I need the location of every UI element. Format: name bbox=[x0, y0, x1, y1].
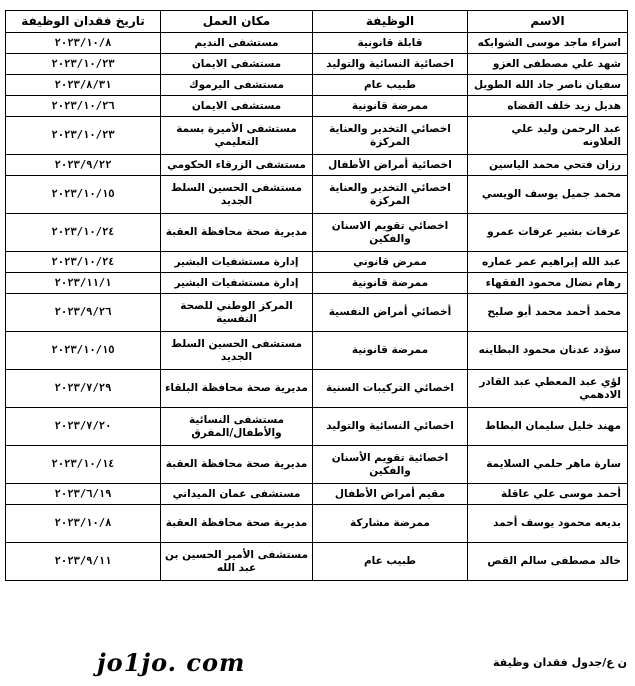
cell-job: طبيب عام bbox=[313, 75, 468, 96]
cell-date: ٢٠٢٣/٩/٢٢ bbox=[6, 155, 161, 176]
header-name: الاسم bbox=[468, 11, 628, 33]
cell-name: خالد مصطفى سالم القص bbox=[468, 543, 628, 581]
table-caption: ن ع/جدول فقدان وظيفة bbox=[493, 656, 627, 669]
cell-date: ٢٠٢٣/٦/١٩ bbox=[6, 484, 161, 505]
cell-place: مستشفى الايمان bbox=[161, 96, 313, 117]
cell-date: ٢٠٢٣/١٠/٢٤ bbox=[6, 214, 161, 252]
cell-date: ٢٠٢٣/١٠/٢٦ bbox=[6, 96, 161, 117]
table-row bbox=[6, 273, 628, 294]
header-row bbox=[6, 11, 628, 33]
table-row bbox=[6, 117, 628, 155]
cell-name: بديعه محمود يوسف أحمد bbox=[468, 505, 628, 543]
job-loss-table bbox=[5, 10, 628, 581]
cell-job: ممرضة مشاركة bbox=[313, 505, 468, 543]
header-job: الوظيفة bbox=[313, 11, 468, 33]
cell-date: ٢٠٢٣/١٠/٢٣ bbox=[6, 54, 161, 75]
job-loss-table-sheet bbox=[5, 10, 627, 581]
cell-job: اخصائي النسائية والتوليد bbox=[313, 408, 468, 446]
table-row bbox=[6, 332, 628, 370]
cell-date: ٢٠٢٣/٧/٢٩ bbox=[6, 370, 161, 408]
cell-job: اخصائية النسائية والتوليد bbox=[313, 54, 468, 75]
table-row bbox=[6, 96, 628, 117]
cell-name: عرفات بشير عرفات عمرو bbox=[468, 214, 628, 252]
watermark-text: jo1jo. com bbox=[97, 648, 246, 677]
cell-job: طبيب عام bbox=[313, 543, 468, 581]
table-row bbox=[6, 446, 628, 484]
cell-place: مستشفى عمان الميداني bbox=[161, 484, 313, 505]
cell-place: مستشفى الأميرة بسمة التعليمي bbox=[161, 117, 313, 155]
table-row bbox=[6, 408, 628, 446]
cell-date: ٢٠٢٣/٨/٣١ bbox=[6, 75, 161, 96]
cell-place: مديرية صحة محافظة البلقاء bbox=[161, 370, 313, 408]
table-row bbox=[6, 370, 628, 408]
cell-job: اخصائي تقويم الاسنان والفكين bbox=[313, 214, 468, 252]
cell-place: مستشفى النسائية والأطفال/المفرق bbox=[161, 408, 313, 446]
cell-job: ممرضة قانونية bbox=[313, 332, 468, 370]
header-date: تاريخ فقدان الوظيفة bbox=[6, 11, 161, 33]
cell-job: مقيم أمراض الأطفال bbox=[313, 484, 468, 505]
table-row bbox=[6, 33, 628, 54]
cell-job: أخصائي أمراض النفسية bbox=[313, 294, 468, 332]
table-row bbox=[6, 505, 628, 543]
table-body bbox=[6, 33, 628, 581]
cell-place: مستشفى الحسين السلط الجديد bbox=[161, 332, 313, 370]
cell-date: ٢٠٢٣/١١/١ bbox=[6, 273, 161, 294]
cell-job: قابلة قانونية bbox=[313, 33, 468, 54]
cell-date: ٢٠٢٣/١٠/١٥ bbox=[6, 176, 161, 214]
table-row bbox=[6, 75, 628, 96]
cell-name: عبد الرحمن وليد علي العلاونه bbox=[468, 117, 628, 155]
cell-name: لؤي عبد المعطي عبد القادر الادهمي bbox=[468, 370, 628, 408]
cell-job: اخصائي التخدير والعناية المركزة bbox=[313, 176, 468, 214]
cell-date: ٢٠٢٣/١٠/١٥ bbox=[6, 332, 161, 370]
cell-name: سؤدد عدنان محمود البطاينه bbox=[468, 332, 628, 370]
cell-date: ٢٠٢٣/١٠/٨ bbox=[6, 505, 161, 543]
cell-name: محمد جميل يوسف الويسي bbox=[468, 176, 628, 214]
cell-date: ٢٠٢٣/٩/١١ bbox=[6, 543, 161, 581]
cell-date: ٢٠٢٣/١٠/٨ bbox=[6, 33, 161, 54]
header-place: مكان العمل bbox=[161, 11, 313, 33]
table-row bbox=[6, 54, 628, 75]
cell-job: اخصائي التركيبات السنية bbox=[313, 370, 468, 408]
cell-date: ٢٠٢٣/٩/٢٦ bbox=[6, 294, 161, 332]
table-row bbox=[6, 543, 628, 581]
cell-date: ٢٠٢٣/١٠/٢٣ bbox=[6, 117, 161, 155]
cell-place: مديرية صحة محافظة العقبة bbox=[161, 446, 313, 484]
cell-name: اسراء ماجد موسى الشوابكه bbox=[468, 33, 628, 54]
cell-date: ٢٠٢٣/١٠/٢٤ bbox=[6, 252, 161, 273]
cell-date: ٢٠٢٣/١٠/١٤ bbox=[6, 446, 161, 484]
cell-name: سفيان ناصر جاد الله الطويل bbox=[468, 75, 628, 96]
cell-name: محمد أحمد محمد أبو صليح bbox=[468, 294, 628, 332]
table-row bbox=[6, 294, 628, 332]
cell-place: إدارة مستشفيات البشير bbox=[161, 273, 313, 294]
table-header bbox=[6, 11, 628, 33]
table-row bbox=[6, 214, 628, 252]
cell-name: مهند خليل سليمان البطاط bbox=[468, 408, 628, 446]
table-row bbox=[6, 176, 628, 214]
cell-place: مديرية صحة محافظة العقبة bbox=[161, 214, 313, 252]
cell-name: رزان فتحي محمد الياسين bbox=[468, 155, 628, 176]
cell-name: شهد علي مصطفى الغزو bbox=[468, 54, 628, 75]
table-row bbox=[6, 155, 628, 176]
cell-place: إدارة مستشفيات البشير bbox=[161, 252, 313, 273]
cell-place: مديرية صحة محافظة العقبة bbox=[161, 505, 313, 543]
cell-place: مستشفى الحسين السلط الجديد bbox=[161, 176, 313, 214]
cell-name: سارة ماهر حلمي السلايمة bbox=[468, 446, 628, 484]
cell-date: ٢٠٢٣/٧/٢٠ bbox=[6, 408, 161, 446]
table-row bbox=[6, 252, 628, 273]
cell-job: ممرض قانوني bbox=[313, 252, 468, 273]
page-footer bbox=[0, 648, 635, 678]
cell-job: اخصائية تقويم الأسنان والفكين bbox=[313, 446, 468, 484]
cell-place: المركز الوطني للصحة النفسية bbox=[161, 294, 313, 332]
cell-place: مستشفى الأمير الحسين بن عبد الله bbox=[161, 543, 313, 581]
cell-job: اخصائي التخدير والعناية المركزة bbox=[313, 117, 468, 155]
cell-name: أحمد موسى علي عاقلة bbox=[468, 484, 628, 505]
cell-job: اخصائية أمراض الأطفال bbox=[313, 155, 468, 176]
cell-name: عبد الله إبراهيم عمر عماره bbox=[468, 252, 628, 273]
cell-name: رهام نضال محمود الفقهاء bbox=[468, 273, 628, 294]
cell-job: ممرضة قانونية bbox=[313, 96, 468, 117]
table-row bbox=[6, 484, 628, 505]
cell-place: مستشفى الزرقاء الحكومي bbox=[161, 155, 313, 176]
cell-place: مستشفى النديم bbox=[161, 33, 313, 54]
cell-name: هديل زيد خلف القضاه bbox=[468, 96, 628, 117]
cell-place: مستشفى الايمان bbox=[161, 54, 313, 75]
cell-job: ممرضة قانونية bbox=[313, 273, 468, 294]
cell-place: مستشفى اليرموك bbox=[161, 75, 313, 96]
